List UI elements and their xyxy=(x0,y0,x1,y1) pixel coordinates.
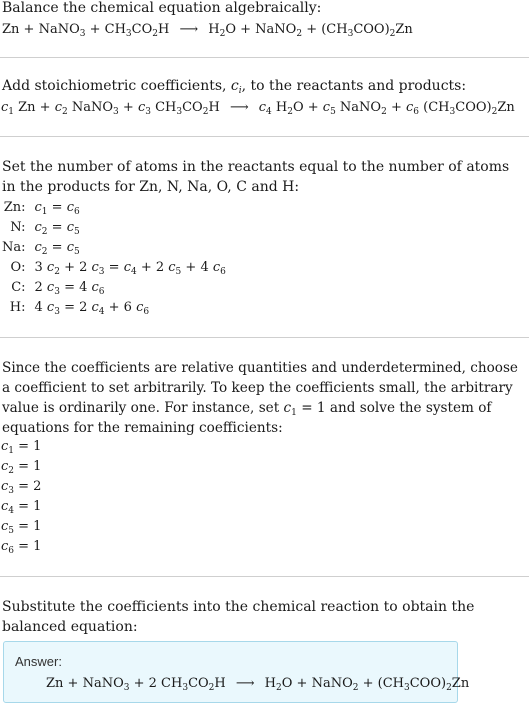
equation-row-c xyxy=(2,278,226,298)
element-label: Zn: xyxy=(3,200,26,215)
element-label: O: xyxy=(10,260,26,275)
balance-equation: 4 $c_3 = 2$ $c_4 + 6$ $c_6$ xyxy=(34,300,150,317)
divider xyxy=(0,136,529,137)
balance-equation: 3 $c_2 + 2$ $c_3 = c_4 + 2$ $c_5 + 4$ $c_6$ xyxy=(34,260,226,277)
equation-row-zn xyxy=(2,198,226,218)
atom-balance-system xyxy=(2,198,226,318)
solution-c5: $c_5 = 1$ xyxy=(1,519,42,536)
equation-row-n xyxy=(2,218,226,238)
divider xyxy=(0,57,529,58)
answer-label: Answer: xyxy=(15,654,62,669)
coefficient-equation: $c_1$ $Zn + c_2$ NaNO$_3$ + $c_3$ $CH_3CO_2H$ ⟶ $c_4$ $H_2O + c_5$ NaNO$_2$ + $c_6$ $(CH_3COO)_2Zn$ xyxy=(1,100,515,117)
solution-c2: $c_2 = 1$ xyxy=(1,459,42,476)
balance-equation: 2 $c_3 = 4$ $c_6$ xyxy=(34,280,105,297)
element-label: H: xyxy=(9,300,26,315)
balance-equation: $c_1 = c_6$ xyxy=(34,200,80,217)
unbalanced-equation: Zn + NaNO$_3$ + $CH_3CO_2H$ ⟶ $H_2O$ + NaNO$_2$ + $(CH_3COO)_2Zn$ xyxy=(2,22,413,39)
solution-c4: $c_4 = 1$ xyxy=(1,499,42,516)
coefficients-intro: Add stoichiometric coefficients, $c_i$, to the reactants and products: xyxy=(2,78,467,96)
element-label: Na: xyxy=(2,240,26,255)
balance-equation: $c_2 = c_5$ xyxy=(34,240,80,257)
solution-c1: $c_1 = 1$ xyxy=(1,439,42,456)
balance-equation: $c_2 = c_5$ xyxy=(34,220,80,237)
solution-c3: $c_3 = 2$ xyxy=(1,479,42,496)
equation-row-na xyxy=(2,238,226,258)
balanced-equation: Zn + NaNO$_3$ + 2 $CH_3CO_2H$ ⟶ $H_2O$ + NaNO$_2$ + $(CH_3COO)_2Zn$ xyxy=(46,676,470,693)
intro-text: Balance the chemical equation algebraically: xyxy=(2,0,322,16)
answer-box xyxy=(3,641,470,703)
equation-row-o xyxy=(2,258,226,278)
equation-row-h xyxy=(2,298,226,318)
element-label: C: xyxy=(11,280,26,295)
solve-intro: Since the coefficients are relative quantities and underdetermined, choose a coefficient to set arbitrarily. To keep the coefficients small, the arbitrary value is ordinarily one. For instance, set $c_1 = 1$ and solve the system of equations for the remaining coefficients: xyxy=(2,360,518,436)
element-label: N: xyxy=(10,220,26,235)
atom-balance-intro: Set the number of atoms in the reactants equal to the number of atoms in the products for Zn, N, Na, O, C and H: xyxy=(2,159,510,195)
divider xyxy=(0,337,529,338)
divider xyxy=(0,576,529,577)
solution-c6: $c_6 = 1$ xyxy=(1,539,42,556)
balanced-intro: Substitute the coefficients into the chemical reaction to obtain the balanced equation: xyxy=(2,599,475,635)
